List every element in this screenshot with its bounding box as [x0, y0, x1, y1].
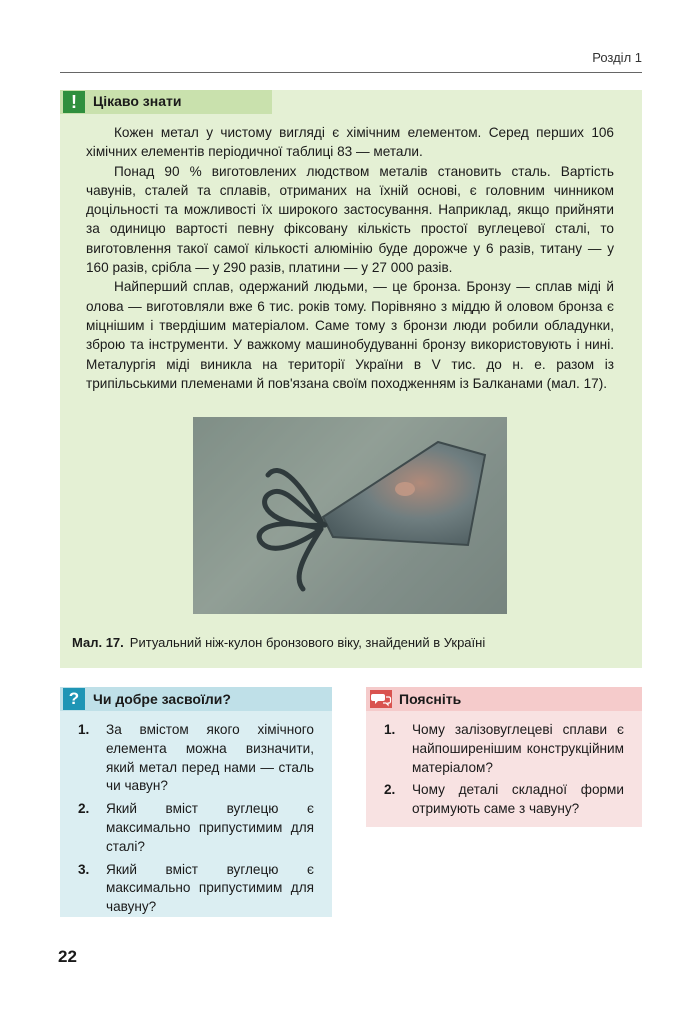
explain-box — [366, 687, 642, 827]
header-divider — [60, 72, 642, 73]
caption-label: Мал. 17. — [72, 635, 124, 650]
perforated-edge — [366, 824, 642, 830]
explain-title: Поясніть — [399, 691, 462, 707]
exclamation-icon: ! — [63, 91, 85, 113]
bronze-knife-illustration — [193, 417, 507, 614]
questions-box — [60, 687, 332, 917]
info-paragraph: Понад 90 % виготовлених людством металів становить сталь. Вартість чавунів, сталей та сплавів, отриманих на їхній основі, є головним чинником доцільності та можливості їх широкого застосування. Наприклад, якщо прийняти за одиницю вартості певну фіксовану кількість простої вуглецевої сталі, то виготовлення такої самої кількості алюмінію буде дорожче у 6 разів, титану — у 160 разів, срібла — у 290 разів, платини — у 27 000 разів. — [86, 163, 614, 276]
list-item: 2. Чому деталі складної форми отримують саме з чавуну? — [384, 782, 624, 817]
questions-title-band — [60, 687, 332, 711]
info-text — [86, 123, 614, 393]
list-item: 3. Який вміст вуглецю є максимально припустимим для чавуну? — [78, 861, 314, 915]
list-item: 1. Чому залізовуглецеві сплави є найпоширенішим конструкційним матеріалом? — [384, 722, 624, 775]
info-title-band — [60, 90, 272, 114]
page-number: 22 — [58, 947, 77, 966]
info-title: Цікаво знати — [93, 93, 182, 109]
figure-caption — [72, 635, 632, 650]
info-paragraph: Кожен метал у чистому вигляді є хімічним елементом. Серед перших 106 хімічних елементів періодичної таблиці 83 — метали. — [86, 125, 614, 160]
explain-title-band — [366, 687, 642, 711]
questions-list — [60, 721, 332, 921]
info-box — [60, 90, 642, 668]
speech-bubbles-icon — [370, 690, 392, 708]
section-label: Розділ 1 — [592, 50, 642, 65]
info-paragraph: Найперший сплав, одержаний людьми, — це бронза. Бронзу — сплав міді й олова — виготовляли вже 6 тис. років тому. Порівняно з міддю й оловом бронза є міцнішим і твердішим матеріалом. Саме тому з бронзи люди робили обладунки, зброю та інструменти. У важкому машинобудуванні бронзу використовують і нині. Металургія міді виникла на території України в V тис. до н. е. разом із трипільськими племенами й пов'язана своїм походженням із Балканами (мал. 17). — [86, 279, 614, 391]
perforated-edge — [60, 914, 332, 920]
list-item: 2. Який вміст вуглецю є максимально припустимим для сталі? — [78, 801, 314, 854]
caption-text: Ритуальний ніж-кулон бронзового віку, знайдений в Україні — [129, 635, 486, 650]
explain-list — [366, 721, 642, 823]
bronze-knife-photo — [193, 417, 507, 614]
perforated-edge — [60, 665, 642, 671]
questions-title: Чи добре засвоїли? — [93, 691, 231, 707]
question-mark-icon: ? — [63, 688, 85, 710]
list-item: 1. За вмістом якого хімічного елемента можна визначити, який метал перед нами — сталь чи чавун? — [78, 722, 314, 794]
